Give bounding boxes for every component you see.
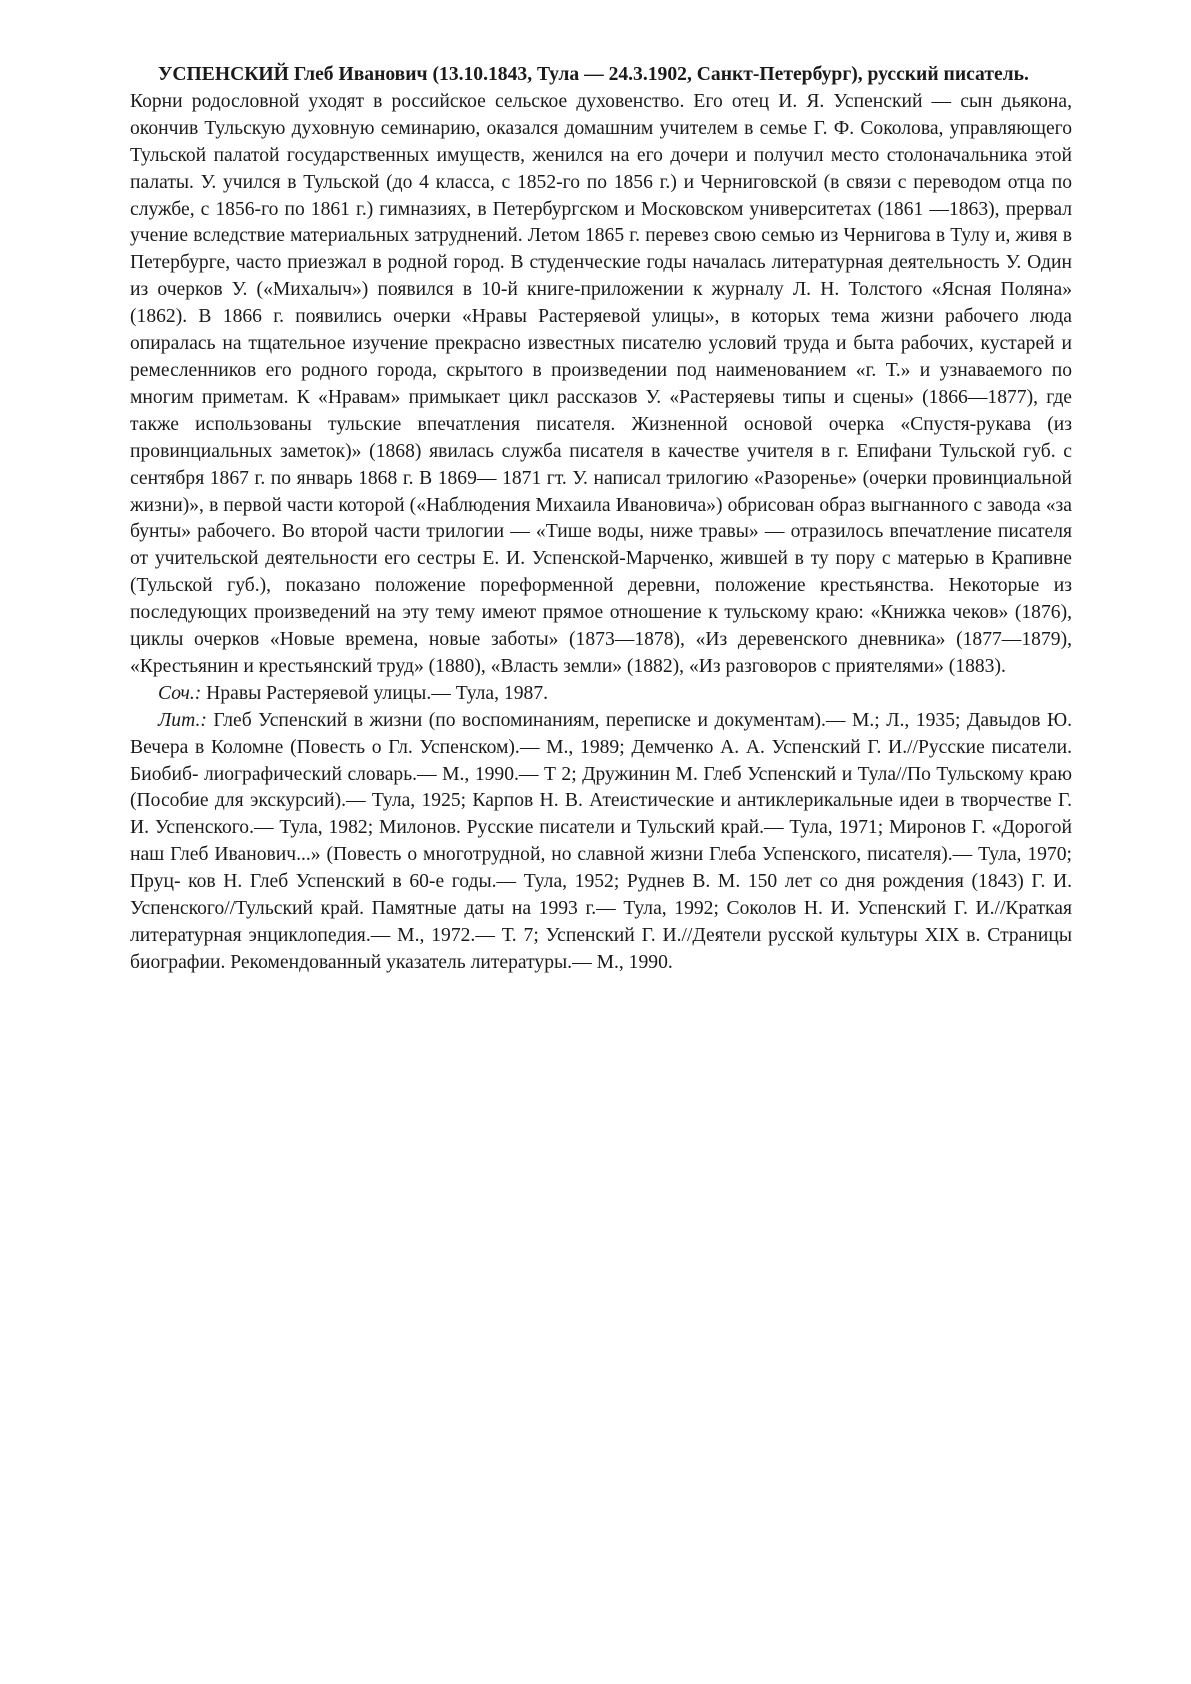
works-text: Нравы Растеряевой улицы.— Тула, 1987. [206,682,549,704]
works-label: Соч.: [158,682,202,704]
literature-text: Глеб Успенский в жизни (по воспоминаниям, переписке и документам).— М.; Л., 1935; Давыдов Ю. Вечера в Коломне (Повесть о Гл. Успенском).— М., 1989; Демченко А. А. Успенский Г. И.//Русские писатели. Биобиб- лиографический словарь.— М., 1990.— Т 2; Дружинин М. Глеб Успенский и Тула//По Тульскому краю (Пособие для экскурсий).— Тула, 1925; Карпов Н. В. Атеистические и антиклерикальные идеи в творчестве Г. И. Успенского.— Тула, 1982; Милонов. Русские писатели и Тульский край.— Тула, 1971; Миронов Г. «Дорогой наш Глеб Иванович...» (Повесть о многотрудной, но славной жизни Глеба Успенского, писателя).— Тула, 1970; Пруц- ков Н. Глеб Успенский в 60-е годы.— Тула, 1952; Руднев В. М. 150 лет со дня рождения (1843) Г. И. Успенского//Тульский край. Памятные даты на 1993 г.— Тула, 1992; Соколов Н. И. Успенский Г. И.//Краткая литературная энциклопедия.— М., 1972.— Т. 7; Успенский Г. И.//Деятели русской культуры XIX в. Страницы биографии. Рекомендованный указатель литературы.— М., 1990. [130,709,1072,973]
article-title: УСПЕНСКИЙ Глеб Иванович (13.10.1843, Тула — 24.3.1902, Санкт-Петербург), русский писатель. [158,64,1029,85]
article-body: Корни родословной уходят в российское сельское духовенство. Его отец И. Я. Успенский — сын дьякона, окончив Тульскую духовную семинарию, оказался домашним учителем в семье Г. Ф. Соколова, управляющего Тульской палатой государственных имуществ, женился на его дочери и получил место столоначальника этой палаты. У. учился в Тульской (до 4 класса, с 1852-го по 1856 г.) и Черниговской (в связи с переводом отца по службе, с 1856-го по 1861 г.) гимназиях, в Петербургском и Московском университетах (1861 —1863), прервал учение вследствие материальных затруднений. Летом 1865 г. перевез свою семью из Чернигова в Тулу и, живя в Петербурге, часто приезжал в родной город. В студенческие годы началась литературная деятельность У. Один из очерков У. («Михалыч») появился в 10-й книге-приложении к журналу Л. Н. Толстого «Ясная Поляна» (1862). В 1866 г. появились очерки «Нравы Растеряевой улицы», в которых тема жизни рабочего люда опиралась на тщательное изучение прекрасно известных писателю условий труда и быта рабочих, кустарей и ремесленников его родного города, скрытого в произведении под наименованием «г. Т.» и узнаваемого по многим приметам. К «Нравам» примыкает цикл рассказов У. «Растеряевы типы и сцены» (1866—1877), где также использованы тульские впечатления писателя. Жизненной основой очерка «Спустя-рукава (из провинциальных заметок)» (1868) явилась служба писателя в качестве учителя в г. Епифани Тульской губ. с сентября 1867 г. по январь 1868 г. В 1869— 1871 гт. У. написал трилогию «Разоренье» (очерки провинциальной жизни)», в первой части которой («Наблюдения Михаила Ивановича») обрисован образ выгнанного с завода «за бунты» рабочего. Во второй части трилогии — «Тише воды, ниже травы» — отразилось впечатление писателя от учительской деятельности его сестры Е. И. Успенской-Марченко, жившей в ту пору с матерью в Крапивне (Тульской губ.), показано положение пореформенной деревни, положение крестьянства. Некоторые из последующих произведений на эту тему имеют прямое отношение к тульскому краю: «Книжка чеков» (1876), циклы очерков «Новые времена, новые заботы» (1873—1878), «Из деревенского дневника» (1877—1879), «Крестьянин и крестьянский труд» (1880), «Власть земли» (1882), «Из разговоров с приятелями» (1883). [130,90,1072,677]
literature-section [130,708,1072,977]
document-page [130,62,1072,977]
literature-label: Лит.: [158,709,207,731]
works-section [130,681,1072,708]
article-heading [130,62,1072,89]
